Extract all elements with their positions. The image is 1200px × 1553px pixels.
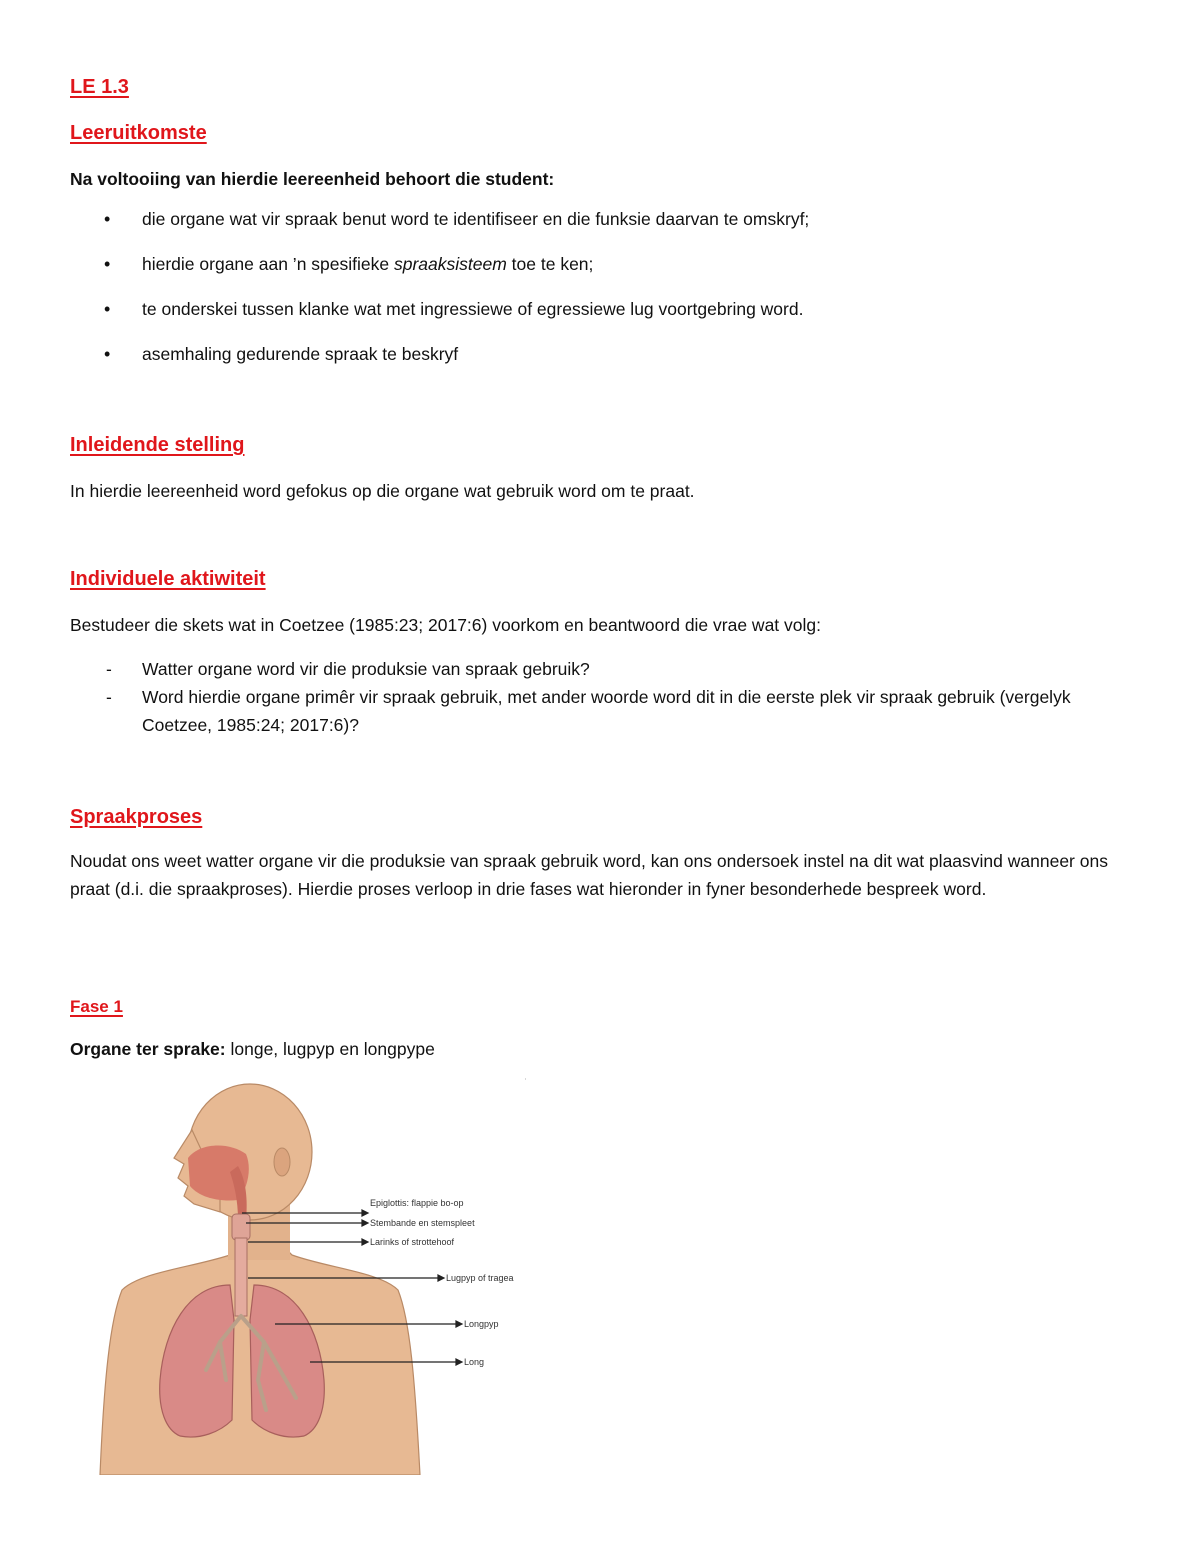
list-item: • die organe wat vir spraak benut word te identifiseer en die funksie daarvan te omskryf;	[104, 209, 810, 229]
bullet-icon: •	[104, 209, 111, 229]
bullet-icon: •	[104, 344, 111, 364]
list-item: • asemhaling gedurende spraak te beskryf	[104, 344, 459, 364]
speech-process-title: Spraakproses	[70, 806, 203, 828]
organs-value: longe, lugpyp en longpype	[225, 1039, 435, 1059]
anatomy-illustration	[70, 1080, 530, 1475]
list-item: • hierdie organe aan ’n spesifieke spraaksisteem toe te ken;	[104, 254, 594, 274]
trachea-shape	[235, 1238, 247, 1316]
respiratory-anatomy-figure	[70, 1080, 530, 1475]
organs-label: Organe ter sprake:	[70, 1039, 226, 1059]
larynx-shape	[232, 1214, 250, 1240]
outcomes-intro: Na voltooiing van hierdie leereenheid behoort die student:	[70, 169, 555, 189]
list-item: • te onderskei tussen klanke wat met ingressiewe of egressiewe lug voortgebring word.	[104, 299, 804, 319]
emphasis-term: spraaksisteem	[393, 254, 507, 274]
bullet-icon: •	[104, 254, 111, 274]
list-item: - Word hierdie organe primêr vir spraak gebruik, met ander woorde word dit in die eerste plek vir spraak gebruik (vergelyk Coetzee, 1985:24; 2017:6)?	[106, 687, 1071, 735]
activity-questions	[70, 655, 1140, 739]
list-item: - Watter organe word vir die produksie van spraak gebruik?	[106, 659, 590, 679]
page-heading: LE 1.3	[70, 76, 129, 98]
speech-process-text: Noudat ons weet watter organe vir die produksie van spraak gebruik word, kan ons ondersoek instel na dit wat plaasvind wanneer ons praat (d.i. die spraakproses). Hierdie proses verloop in drie fases wat hieronder in fyner besonderhede bespreek word.	[70, 851, 1108, 899]
intro-statement-text: In hierdie leereenheid word gefokus op die organe wat gebruik word om te praat.	[70, 481, 695, 501]
activity-title: Individuele aktiwiteit	[70, 568, 266, 590]
phase1-organs	[70, 1036, 435, 1063]
label-lung: Long	[464, 1357, 485, 1367]
label-bronchus: Longpyp	[464, 1319, 499, 1329]
ear-shape	[274, 1148, 290, 1176]
label-trachea: Lugpyp of tragea	[446, 1273, 514, 1283]
activity-text: Bestudeer die skets wat in Coetzee (1985:23; 2017:6) voorkom en beantwoord die vrae wat volg:	[70, 615, 821, 635]
label-vocal-folds: Stembande en stemspleet	[370, 1218, 475, 1228]
intro-statement-title: Inleidende stelling	[70, 434, 245, 456]
outcomes-title: Leeruitkomste	[70, 122, 207, 144]
bullet-icon: •	[104, 299, 111, 319]
outcomes-list	[70, 207, 1130, 387]
phase1-title: Fase 1	[70, 997, 123, 1016]
label-epiglottis: Epiglottis: flappie bo-op	[370, 1198, 464, 1208]
label-larynx: Larinks of strottehoof	[370, 1237, 455, 1247]
